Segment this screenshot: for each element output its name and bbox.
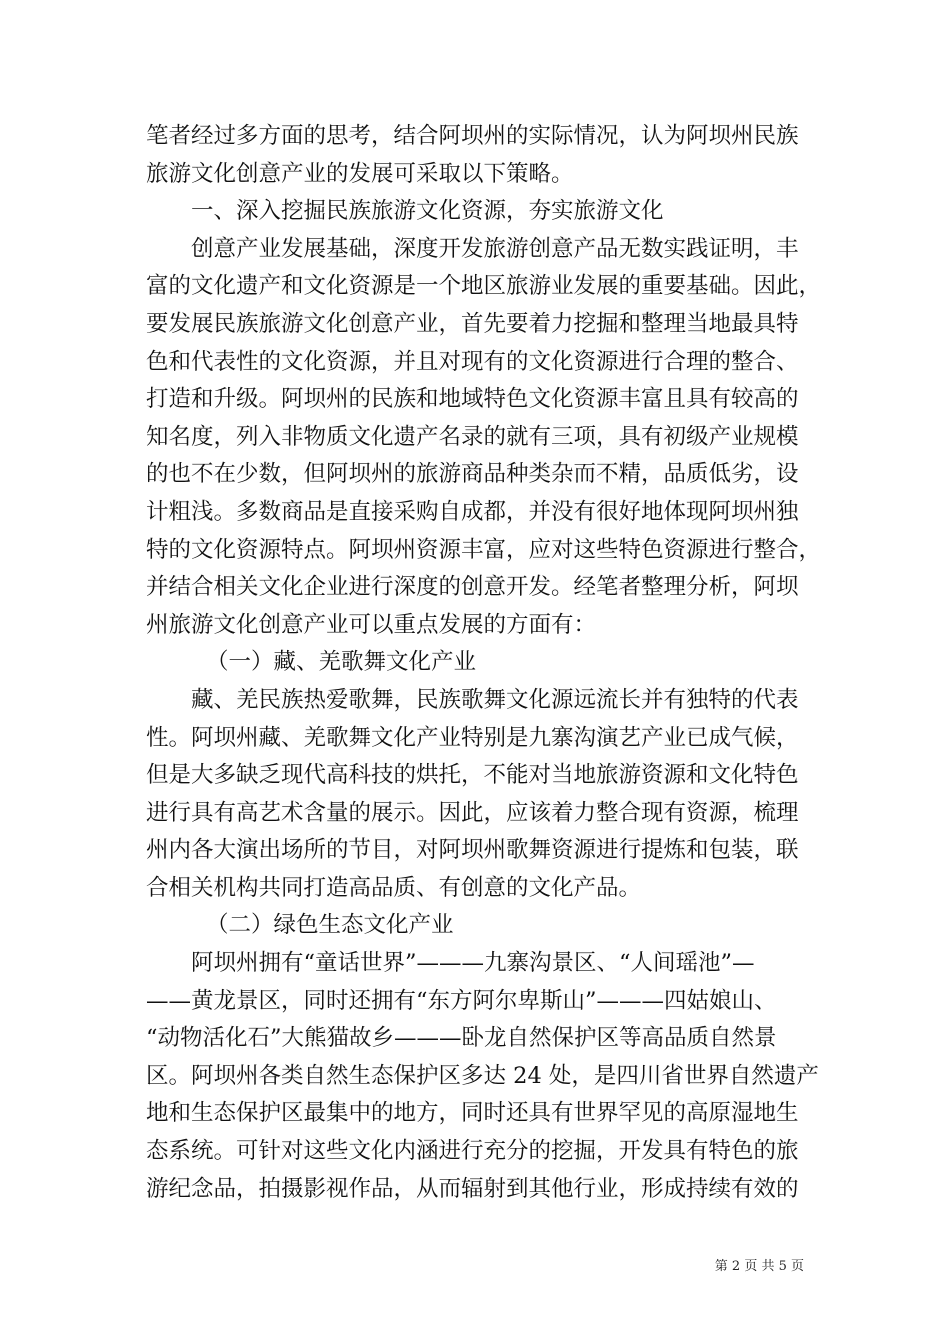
text-line: 富的文化遗产和文化资源是一个地区旅游业发展的重要基础。因此， <box>146 273 822 300</box>
text-line: 计粗浅。多数商品是直接采购自成都，并没有很好地体现阿坝州独 <box>146 498 799 525</box>
text-line: 藏、羌民族热爱歌舞，民族歌舞文化源远流长并有独特的代表 <box>191 686 799 713</box>
text-line: 创意产业发展基础，深度开发旅游创意产品无数实践证明，丰 <box>191 235 799 262</box>
text-line: 的也不在少数，但阿坝州的旅游商品种类杂而不精，品质低劣，设 <box>146 461 799 488</box>
section-heading: 一、深入挖掘民族旅游文化资源，夯实旅游文化 <box>191 198 664 225</box>
text-line: 特的文化资源特点。阿坝州资源丰富，应对这些特色资源进行整合， <box>146 536 822 563</box>
text-line: 旅游文化创意产业的发展可采取以下策略。 <box>146 160 574 187</box>
text-line: 色和代表性的文化资源，并且对现有的文化资源进行合理的整合、 <box>146 348 799 375</box>
text-line: 合相关机构共同打造高品质、有创意的文化产品。 <box>146 874 642 901</box>
page-number: 第 2 页 共 5 页 <box>714 1259 804 1274</box>
text-line: 知名度，列入非物质文化遗产名录的就有三项，具有初级产业规模 <box>146 423 799 450</box>
text-line: 州旅游文化创意产业可以重点发展的方面有： <box>146 611 597 638</box>
subsection-heading: （二）绿色生态文化产业 <box>206 912 454 939</box>
text-line: “动物活化石”大熊猫故乡———卧龙自然保护区等高品质自然景 <box>146 1025 777 1052</box>
text-line: 要发展民族旅游文化创意产业，首先要着力挖掘和整理当地最具特 <box>146 310 799 337</box>
text-line: 阿坝州拥有“童话世界”———九寨沟景区、“人间瑶池”— <box>191 950 755 977</box>
text-line: 区。阿坝州各类自然生态保护区多达 24 处，是四川省世界自然遗产 <box>146 1062 819 1089</box>
text-line: 态系统。可针对这些文化内涵进行充分的挖掘，开发具有特色的旅 <box>146 1138 799 1165</box>
text-line: 州内各大演出场所的节目，对阿坝州歌舞资源进行提炼和包装，联 <box>146 837 799 864</box>
text-line: 并结合相关文化企业进行深度的创意开发。经笔者整理分析，阿坝 <box>146 574 799 601</box>
text-line: ——黄龙景区，同时还拥有“东方阿尔卑斯山”———四姑娘山、 <box>146 987 777 1014</box>
document-body <box>146 118 822 1208</box>
text-line: 但是大多缺乏现代高科技的烘托，不能对当地旅游资源和文化特色 <box>146 762 799 789</box>
text-line: 打造和升级。阿坝州的民族和地域特色文化资源丰富且具有较高的 <box>146 386 799 413</box>
text-line: 地和生态保护区最集中的地方，同时还具有世界罕见的高原湿地生 <box>146 1100 799 1127</box>
text-line: 游纪念品，拍摄影视作品，从而辐射到其他行业，形成持续有效的 <box>146 1175 799 1202</box>
text-line: 进行具有高艺术含量的展示。因此，应该着力整合现有资源，梳理 <box>146 799 799 826</box>
text-line: 性。阿坝州藏、羌歌舞文化产业特别是九寨沟演艺产业已成气候， <box>146 724 799 751</box>
subsection-heading: （一）藏、羌歌舞文化产业 <box>206 649 477 676</box>
text-line: 笔者经过多方面的思考，结合阿坝州的实际情况，认为阿坝州民族 <box>146 123 799 149</box>
